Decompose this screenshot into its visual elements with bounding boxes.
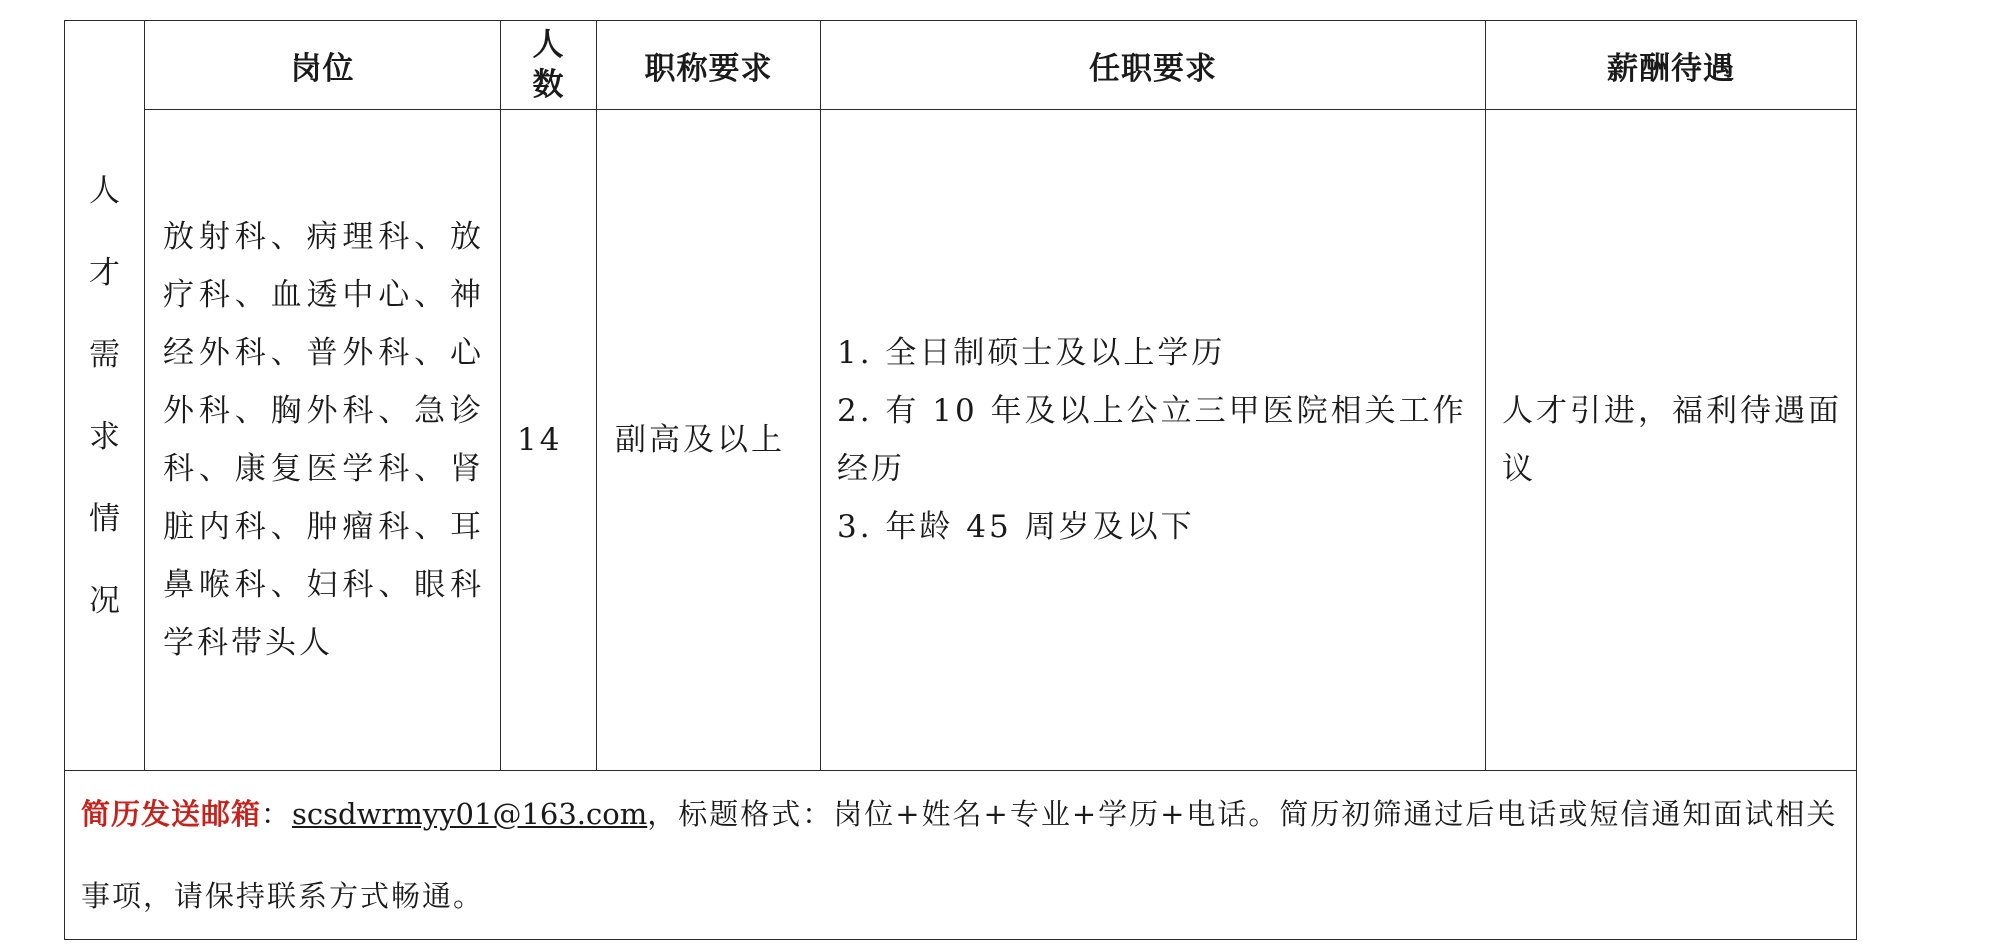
header-job-requirement: 任职要求 <box>821 21 1486 110</box>
header-position: 岗位 <box>145 21 501 110</box>
footer-row <box>65 771 1857 940</box>
header-count-top: 人 <box>532 27 565 63</box>
requirement-item: 1. 全日制硕士及以上学历 <box>837 335 1226 371</box>
email-label: 简历发送邮箱 <box>81 797 262 831</box>
count-cell: 14 <box>501 110 597 771</box>
section-label <box>65 21 145 771</box>
talent-demand-table <box>64 20 1857 940</box>
table-row <box>65 110 1857 771</box>
header-count <box>501 21 597 110</box>
email-colon: ： <box>261 797 293 831</box>
requirement-item: 3. 年龄 45 周岁及以下 <box>837 509 1195 545</box>
header-count-bottom: 数 <box>532 67 565 103</box>
header-row <box>65 21 1857 110</box>
salary-cell: 人才引进，福利待遇面议 <box>1486 110 1857 771</box>
title-requirement-cell: 副高及以上 <box>597 110 821 771</box>
footer-note <box>65 771 1857 940</box>
positions-cell: 放射科、病理科、放疗科、血透中心、神经外科、普外科、心外科、胸外科、急诊科、康复医学科、肾脏内科、肿瘤科、耳鼻喉科、妇科、眼科学科带头人 <box>145 110 501 771</box>
section-label-char: 情 <box>89 500 120 537</box>
header-title-requirement: 职称要求 <box>597 21 821 110</box>
section-label-char: 况 <box>89 582 120 619</box>
section-label-char: 才 <box>89 254 120 291</box>
header-salary: 薪酬待遇 <box>1486 21 1857 110</box>
section-label-char: 人 <box>89 172 120 209</box>
section-label-char: 求 <box>89 418 120 455</box>
job-requirements-cell <box>821 110 1486 771</box>
footer-instructions: ，标题格式：岗位+姓名+专业+学历+电话。简历初筛通过后电话或短信通知面试相关事项，请保持联系方式畅通。 <box>81 797 1838 913</box>
email-address-link[interactable]: scsdwrmyy01@163.com <box>292 797 648 831</box>
section-label-char: 需 <box>89 336 120 373</box>
requirement-item: 2. 有 10 年及以上公立三甲医院相关工作经历 <box>837 393 1467 487</box>
recruitment-document <box>64 20 1856 940</box>
